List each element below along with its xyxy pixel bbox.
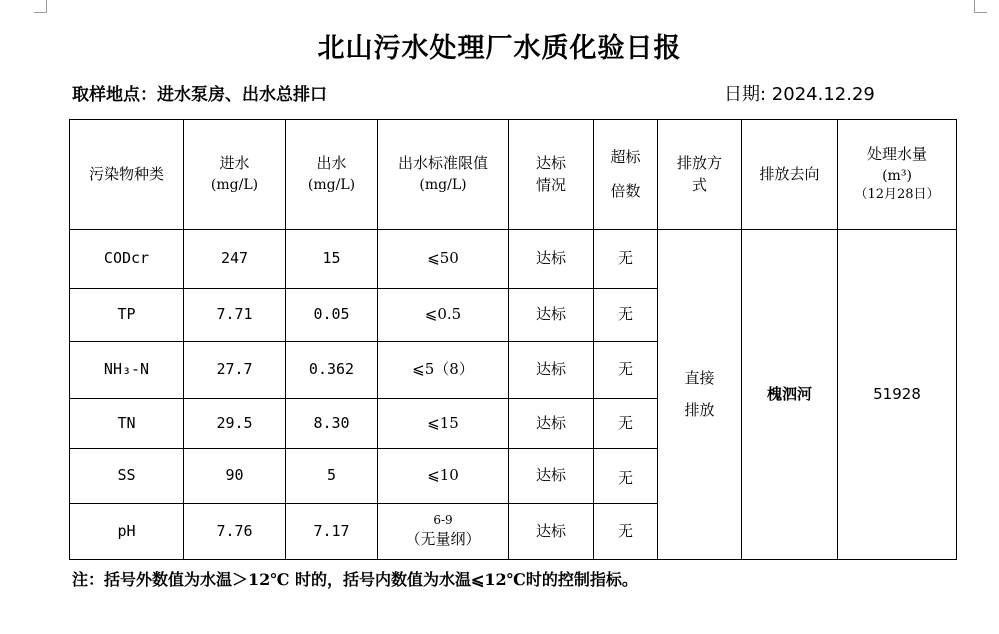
cell-influent: 7.71 bbox=[184, 289, 286, 342]
sampling-location: 取样地点：进水泵房、出水总排口 bbox=[72, 85, 327, 105]
cell-pollutant: TP bbox=[70, 289, 184, 342]
cell-compliance: 达标 bbox=[509, 504, 594, 560]
cell-compliance: 达标 bbox=[509, 399, 594, 449]
cell-pollutant: pH bbox=[70, 504, 184, 560]
cell-pollutant: CODcr bbox=[70, 230, 184, 289]
header-limit: 出水标准限值 (mg/L) bbox=[378, 120, 509, 230]
cell-exceed: 无 bbox=[594, 230, 658, 289]
cell-limit: ⩽50 bbox=[378, 230, 509, 289]
cell-effluent: 7.17 bbox=[286, 504, 378, 560]
cell-limit: ⩽5（8） bbox=[378, 342, 509, 399]
cell-pollutant: SS bbox=[70, 449, 184, 504]
cell-exceed: 无 bbox=[594, 399, 658, 449]
cell-discharge-mode: 直接 排放 bbox=[658, 230, 742, 560]
footnote: 注：括号外数值为水温＞12℃ 时的，括号内数值为水温⩽12℃时的控制指标。 bbox=[72, 570, 638, 589]
cell-effluent: 5 bbox=[286, 449, 378, 504]
header-influent: 进水 (mg/L) bbox=[184, 120, 286, 230]
page-corner-mark-left bbox=[34, 0, 47, 13]
cell-effluent: 8.30 bbox=[286, 399, 378, 449]
cell-pollutant: TN bbox=[70, 399, 184, 449]
cell-limit: ⩽15 bbox=[378, 399, 509, 449]
cell-influent: 29.5 bbox=[184, 399, 286, 449]
cell-compliance: 达标 bbox=[509, 449, 594, 504]
cell-effluent: 0.362 bbox=[286, 342, 378, 399]
header-discharge-mode: 排放方式 bbox=[658, 120, 742, 230]
page-corner-mark-right bbox=[974, 0, 987, 13]
cell-exceed: 无 bbox=[594, 289, 658, 342]
cell-compliance: 达标 bbox=[509, 342, 594, 399]
cell-volume-value: 51928 bbox=[838, 230, 957, 560]
cell-exceed: 无 bbox=[594, 504, 658, 560]
cell-effluent: 15 bbox=[286, 230, 378, 289]
cell-limit: ⩽0.5 bbox=[378, 289, 509, 342]
cell-exceed: 无 bbox=[594, 449, 658, 504]
header-compliance: 达标 情况 bbox=[509, 120, 594, 230]
table-header-row bbox=[70, 120, 957, 230]
cell-effluent: 0.05 bbox=[286, 289, 378, 342]
cell-influent: 247 bbox=[184, 230, 286, 289]
cell-influent: 90 bbox=[184, 449, 286, 504]
cell-influent: 27.7 bbox=[184, 342, 286, 399]
header-exceed: 超标 倍数 bbox=[594, 120, 658, 230]
cell-compliance: 达标 bbox=[509, 289, 594, 342]
cell-influent: 7.76 bbox=[184, 504, 286, 560]
header-volume: 处理水量 (m³) （12月28日） bbox=[838, 120, 957, 230]
cell-limit: ⩽10 bbox=[378, 449, 509, 504]
header-discharge-dest: 排放去向 bbox=[742, 120, 838, 230]
cell-limit: 6-9 （无量纲） bbox=[378, 504, 509, 560]
header-pollutant: 污染物种类 bbox=[70, 120, 184, 230]
cell-pollutant: NH₃-N bbox=[70, 342, 184, 399]
report-date: 日期: 2024.12.29 bbox=[724, 84, 875, 105]
water-quality-table bbox=[69, 119, 957, 560]
cell-exceed: 无 bbox=[594, 342, 658, 399]
cell-discharge-dest: 槐泗河 bbox=[742, 230, 838, 560]
table-row bbox=[70, 230, 957, 289]
cell-compliance: 达标 bbox=[509, 230, 594, 289]
header-effluent: 出水 (mg/L) bbox=[286, 120, 378, 230]
report-title: 北山污水处理厂水质化验日报 bbox=[317, 33, 682, 64]
